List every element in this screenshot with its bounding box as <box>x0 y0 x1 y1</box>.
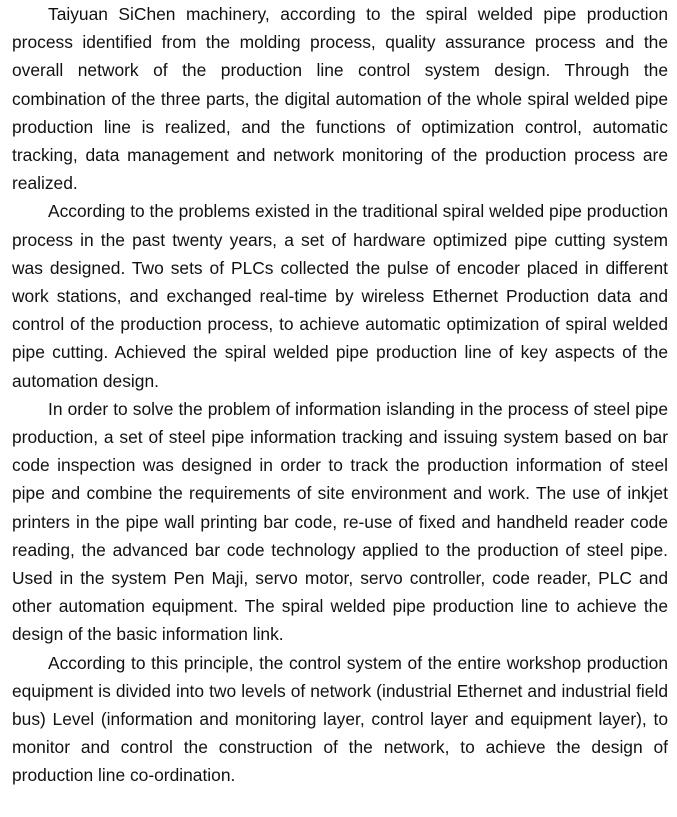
paragraph-2: According to the problems existed in the traditional spiral welded pipe production process in the past twenty years, a set of hardware optimized pipe cutting system was designed. Two sets of PLCs collected the pulse of encoder placed in different work stations, and exchanged real-time by wireless Ethernet Production data and control of the production process, to achieve automatic optimization of spiral welded pipe cutting. Achieved the spiral welded pipe production line of key aspects of the automation design. <box>12 201 668 391</box>
paragraph-3: In order to solve the problem of information islanding in the process of steel pipe production, a set of steel pipe information tracking and issuing system based on bar code inspection was designed in order to track the production information of steel pipe and combine the requirements of site environment and work. The use of inkjet printers in the pipe wall printing bar code, re-use of fixed and handheld reader code reading, the advanced bar code technology applied to the production of steel pipe. Used in the system Pen Maji, servo motor, servo controller, code reader, PLC and other automation equipment. The spiral welded pipe production line to achieve the design of the basic information link. <box>12 398 668 645</box>
paragraph-1: Taiyuan SiChen machinery, according to the spiral welded pipe production process identified from the molding process, quality assurance process and the overall network of the production line control system design. Through the combination of the three parts, the digital automation of the whole spiral welded pipe production line is realized, and the functions of optimization control, automatic tracking, data management and network monitoring of the production process are realized. <box>12 4 668 194</box>
paragraph-4: According to this principle, the control system of the entire workshop production equipment is divided into two levels of network (industrial Ethernet and industrial field bus) Level (information and monitoring layer, control layer and equipment layer), to monitor and control the construction of the network, to achieve the design of production line co-ordination. <box>12 652 668 786</box>
document-body <box>12 0 668 790</box>
